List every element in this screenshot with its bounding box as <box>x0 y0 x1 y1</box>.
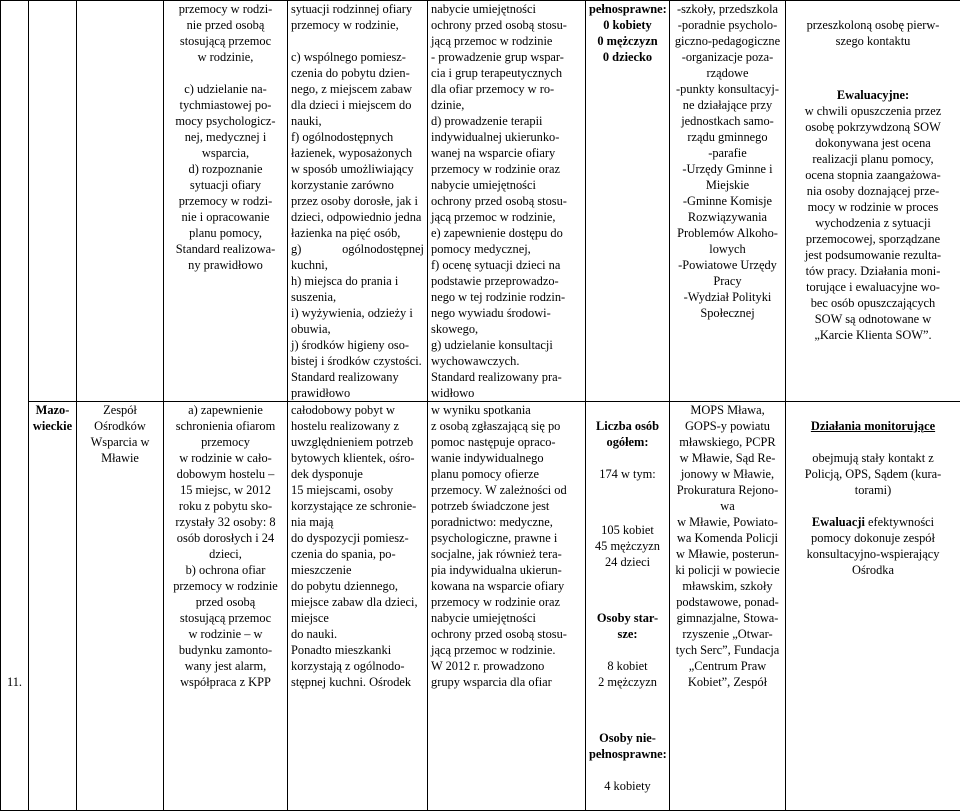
monitoring-text: obejmują stały kontakt z Policją, OPS, Sądem (kura- torami) <box>789 450 957 498</box>
institution: Zespół Ośrodków Wsparcia w Mławie <box>91 403 150 465</box>
specialist-text: nabycie umiejętności ochrony przed osobą stosu- jącą przemoc w rodzinie - prowadzenie grup wspar- cia i grup terapeutycznych dla ofiar przemocy w ro- dzinie, d) prowadzenie terapii indywidualnej ukierunko- wanej na wsparcie ofiary przemocy w rodzinie oraz nabycie umiejętności ochrony przed osobą stosu- jącą przemoc w rodzinie, e) zapewnienie dostępu do pomocy medycznej, f) ocenę sytuacji dzieci na podstawie przeprowadzo- nego w tej rodzinie rodzin- nego wywiadu środowi- skowego, g) udzielanie konsultacji wychowawczych. Standard realizowany pra- widłowo <box>431 2 567 400</box>
people-total: 174 w tym: <box>589 466 666 482</box>
people-disabled-label: Osoby nie- pełnosprawne: <box>589 730 666 762</box>
actions-cell <box>786 402 960 811</box>
row-number: 11. <box>7 675 22 689</box>
row-number-cell <box>1 1 29 811</box>
evaluation-label: Ewaluacji <box>812 515 865 529</box>
people-cell <box>586 402 670 811</box>
people-breakdown: 105 kobiet 45 mężczyzn 24 dzieci <box>589 522 666 570</box>
table-row <box>1 1 960 402</box>
conditions-text: sytuacji rodzinnej ofiary przemocy w rodzinie, c) wspólnego pomiesz- czenia do pobytu dzien- nego, z miejscem zabaw dla dzieci i miejscem do nauki, f) ogólnodostępnych łazienek, wyposażonych w sposób umożliwiający korzystanie zarówno przez osoby dorosłe, jak i dzieci, odpowiednio jedna łazienka na pięć osób, g) ogólnodostępnej kuchni, h) miejsca do prania i suszenia, i) wyżywienia, odzieży i obuwia, j) środków higieny oso- bistej i środków czystości. Standard realizowany prawidłowo <box>291 2 424 400</box>
cooperation-text: -szkoły, przedszkola -poradnie psycholo- giczno-pedagogiczne -organizacje poza- rządowe -punkty konsultacyj- ne działające przy jednostkach samo- rządu gminnego -parafie -Urzędy Gminne i Miejskie -Gminne Komisje Rozwiązywania Problemów Alkoho- lowych -Powiatowe Urzędy Pracy -Wydział Polityki Społecznej <box>675 2 780 320</box>
services-cell <box>164 1 288 402</box>
people-cell <box>586 1 670 402</box>
cooperation-cell <box>670 1 786 402</box>
specialist-cell <box>428 1 586 402</box>
cooperation-text: MOPS Mława, GOPS-y powiatu mławskiego, PCPR w Mławie, Sąd Re- jonowy w Mławie, Prokuratura Rejono- wa w Mławie, Powiato- wa Komenda Policji w Mławie, posterun- ki policji w powiecie mławskim, szkoły podstawowe, ponad- gimnazjalne, Stowa- rzyszenie „Otwar- tych Serc”, Fundacja „Centrum Praw Kobiet”, Zespół <box>675 403 779 689</box>
table-row <box>1 402 960 811</box>
specialist-cell <box>428 402 586 811</box>
conditions-text: całodobowy pobyt w hostelu realizowany z uwzględnieniem potrzeb bytowych klientek, ośro- dek dysponuje 15 miejscami, osoby korzystające ze schronie- nia mają do dyspozycji pomiesz- czenia do spania, po- mieszczenie do pobytu dziennego, miejsce zabaw dla dzieci, miejsce do nauki. Ponadto mieszkanki korzystają z ogólnodo- stępnej kuchni. Ośrodek <box>291 403 418 689</box>
people-elderly-label: Osoby star- sze: <box>589 610 666 642</box>
people-disabled: 4 kobiety <box>589 778 666 794</box>
specialist-text: w wyniku spotkania z osobą zgłaszającą się po pomoc następuje opraco- wanie indywidualnego planu pomocy ofierze przemocy. W zależności od potrzeb świadczone jest poradnictwo: medyczne, psychologiczne, prawne i socjalne, jak również tera- pia indywidualna ukierun- kowana na wsparcie ofiary przemocy w rodzinie oraz nabycie umiejętności ochrony przed osobą stosu- jącą przemoc w rodzinie. W 2012 r. prowadzono grupy wsparcia dla ofiar <box>431 403 567 689</box>
people-text: pełnosprawne: 0 kobiety 0 mężczyzn 0 dziecko <box>589 2 667 64</box>
institution-cell <box>77 402 164 811</box>
evaluation-text: efektywności pomocy dokonuje zespół konsultacyjno-wspierający Ośrodka <box>807 515 940 577</box>
services-cell <box>164 402 288 811</box>
cooperation-cell <box>670 402 786 811</box>
actions-cell <box>786 1 960 402</box>
actions-label: Ewaluacyjne: <box>837 88 909 102</box>
institution-cell-top <box>77 1 164 402</box>
conditions-cell <box>288 402 428 811</box>
region-cell <box>29 402 77 811</box>
actions-text: w chwili opuszczenia przez osobę pokrzywdzoną SOW dokonywana jest ocena realizacji planu pomocy, ocena stopnia zaangażowa- nia osoby doznającej prze- mocy w rodzinie w proces wychodzenia z sytuacji przemocowej, sporządzane jest podsumowanie rezulta- tów pracy. Działania moni- torujące i ewaluacyjne wo- bec osób opuszczających SOW są odnotowane w „Karcie Klienta SOW”. <box>789 103 957 343</box>
actions-intro: przeszkoloną osobę pierw- szego kontaktu <box>807 18 940 48</box>
conditions-cell <box>288 1 428 402</box>
region: Mazo- wieckie <box>33 403 72 433</box>
people-elderly: 8 kobiet 2 mężczyzn <box>589 658 666 690</box>
services-text: przemocy w rodzi- nie przed osobą stosującą przemoc w rodzinie, c) udzielanie na- tychmiastowej po- mocy psychologicz- nej, medycznej i wsparcia, d) rozpoznanie sytuacji ofiary przemocy w rodzi- nie i opracowanie planu pomocy, Standard realizowa- ny prawidłowo <box>175 2 275 272</box>
monitoring-label: Działania monitorujące <box>789 418 957 434</box>
services-text: a) zapewnienie schronienia ofiarom przemocy w rodzinie w cało- dobowym hostelu – 15 miejsc, w 2012 roku z pobytu sko- rzystały 32 osoby: 8 osób dorosłych i 24 dzieci, b) ochrona ofiar przemocy w rodzinie przed osobą stosującą przemoc w rodzinie – w budynku zamonto- wany jest alarm, współpraca z KPP <box>173 403 278 689</box>
region-cell-top <box>29 1 77 402</box>
people-total-label: Liczba osób ogółem: <box>589 418 666 450</box>
